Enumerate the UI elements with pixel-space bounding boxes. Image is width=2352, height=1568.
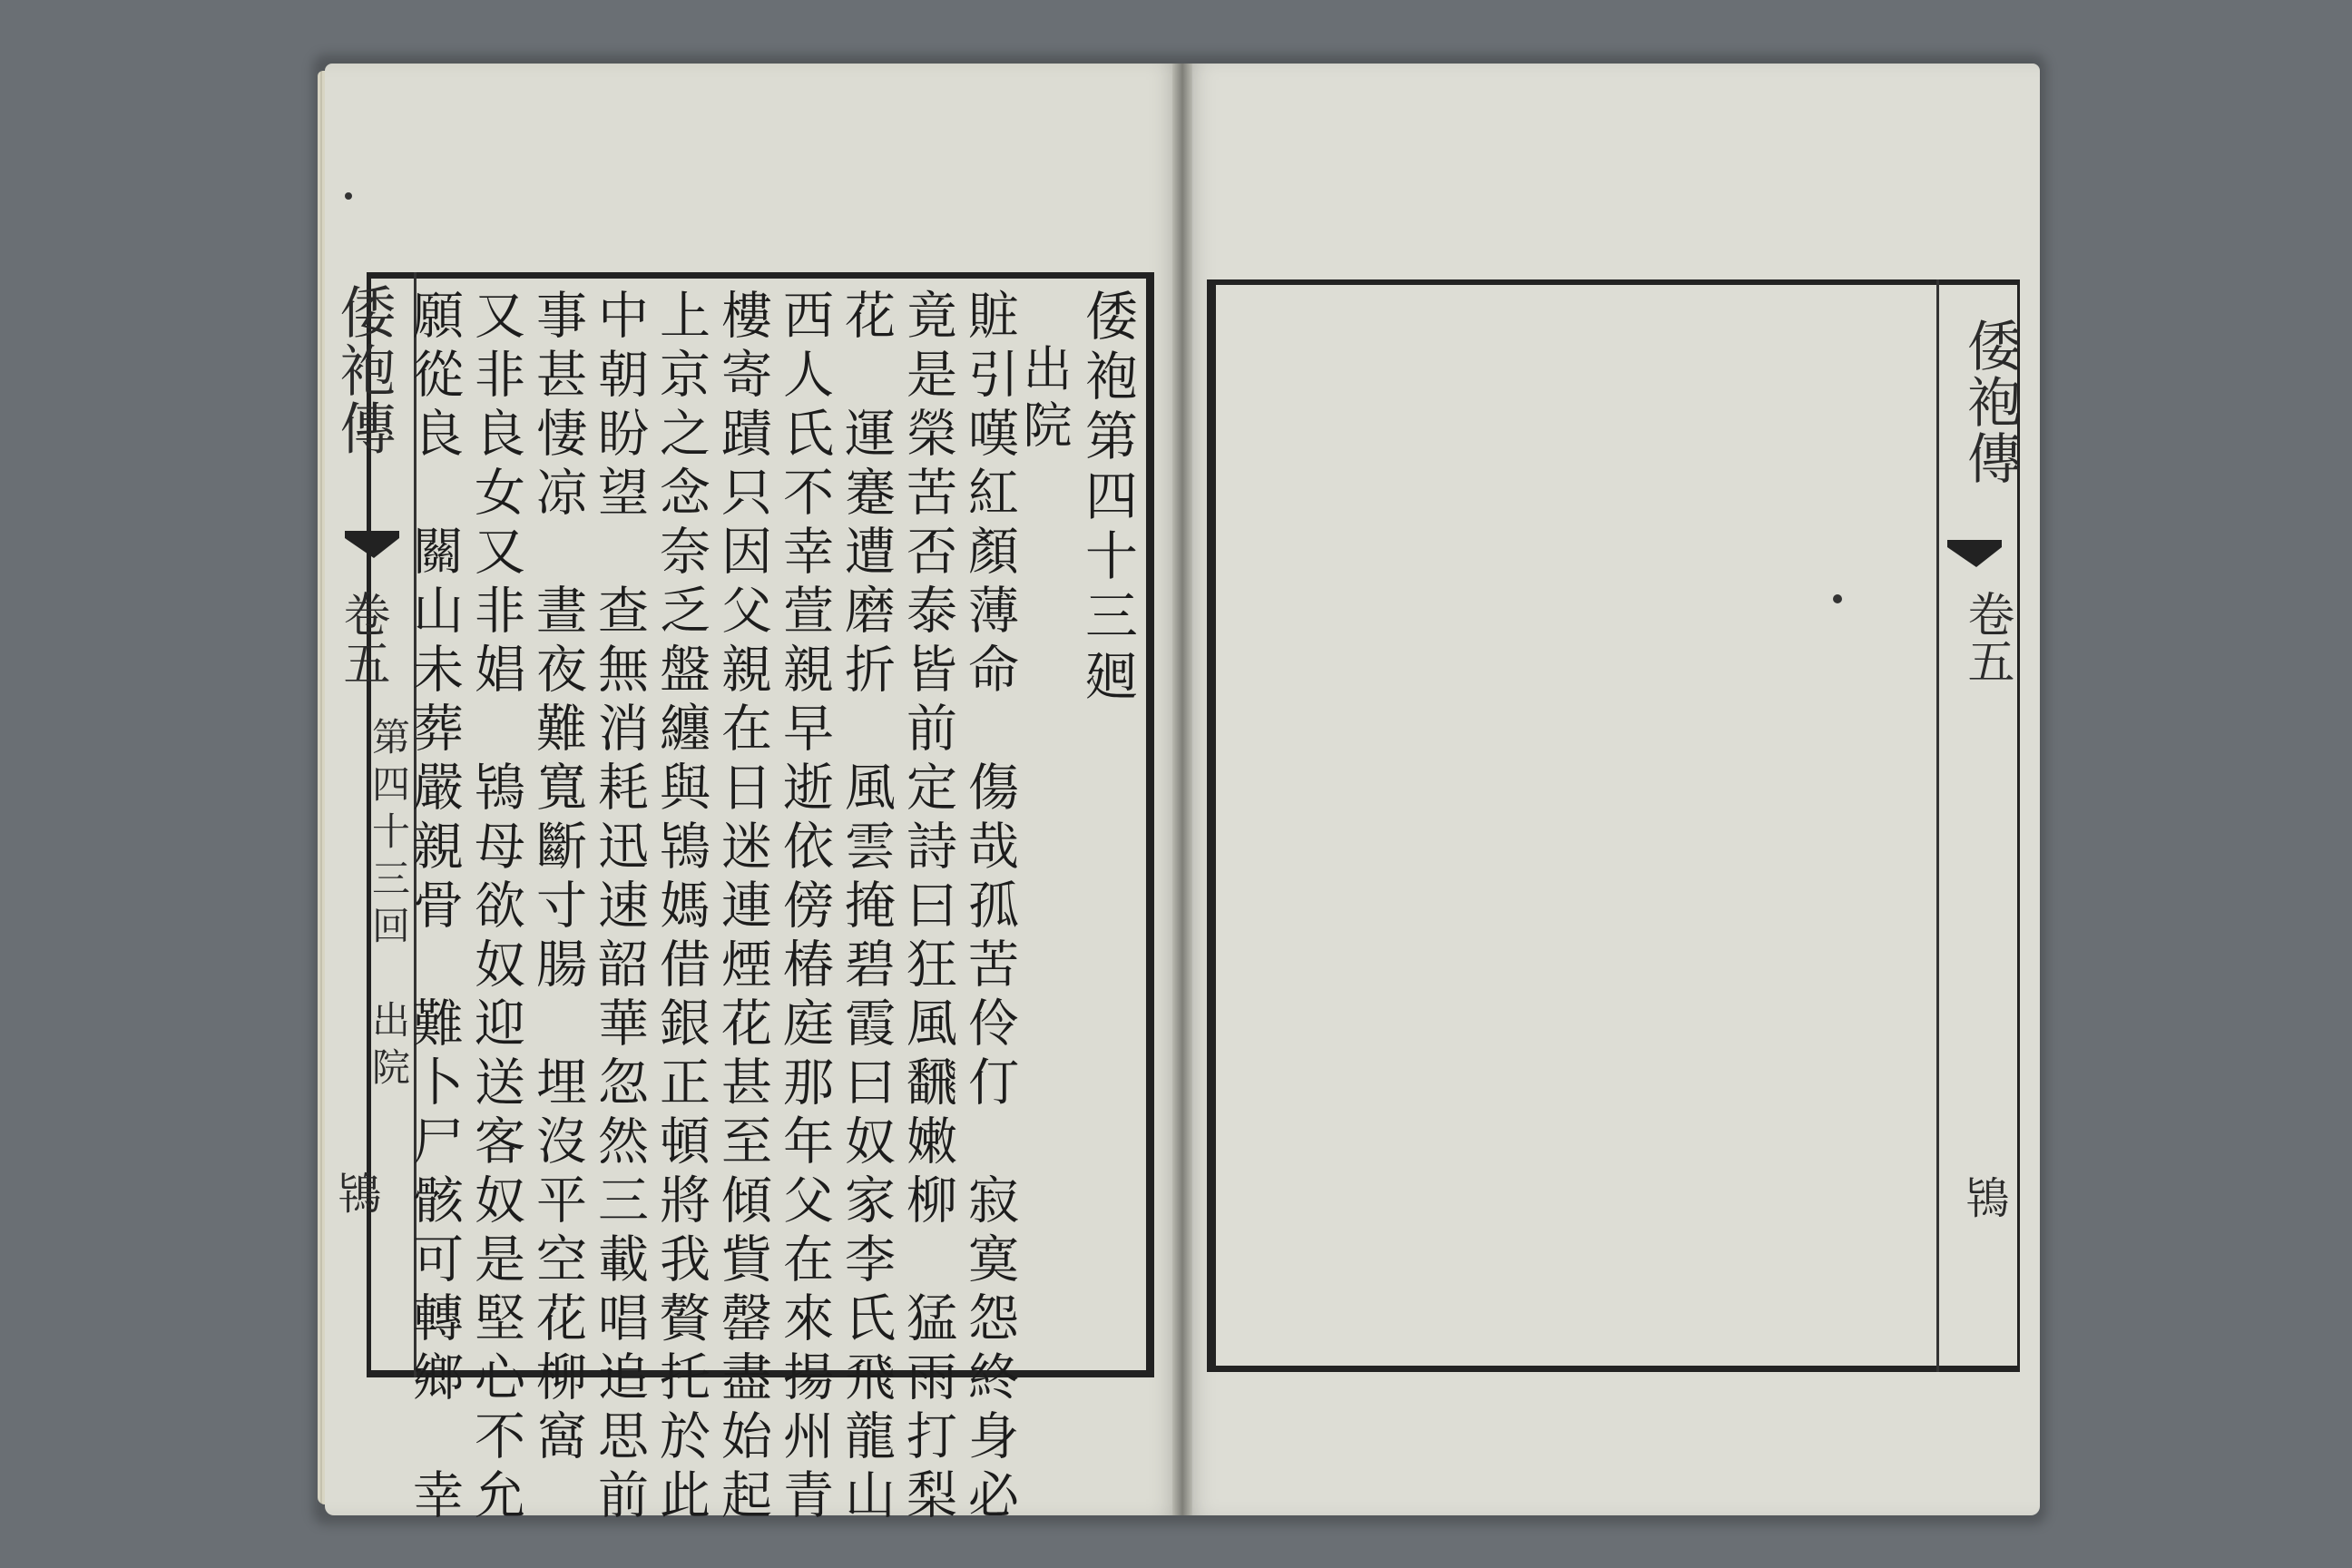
text-column-8: 事甚悽凉 晝夜難寬斷寸腸 埋沒平空花柳窩 xyxy=(528,289,587,1468)
chapter-heading: 倭袍第四十三𢌞 xyxy=(1076,289,1138,708)
margin-volume: 卷五 xyxy=(335,590,389,688)
fishtail-ornament-left xyxy=(345,531,399,564)
right-margin-rule xyxy=(1936,279,1939,1372)
text-column-10: 願從良 關山未葬嚴親骨 難卜尸骸可轉鄉 幸 xyxy=(405,289,464,1527)
ink-speck xyxy=(1833,594,1842,603)
margin-book-title: 倭袍傳 xyxy=(330,283,397,457)
ink-speck xyxy=(345,192,352,200)
chapter-subtitle: 出院 xyxy=(1015,343,1073,456)
text-column-5: 樓寄蹟只因父親在日迷連煙花甚至傾貲罄盡始起 xyxy=(713,289,772,1527)
text-column-4: 西人氏不幸萱親早逝依傍椿庭那年父在來揚州青 xyxy=(775,289,834,1527)
margin-chapter: 第四十三回 出院 xyxy=(367,717,411,1094)
text-column-2: 竟是榮苦否泰皆前定詩曰狂風飜嫩柳 猛雨打梨 xyxy=(898,289,957,1527)
right-margin-volume: 卷五 xyxy=(1959,590,2014,684)
text-column-3: 花 運蹇遭磨折 風雲掩碧霞曰奴家李氏飛龍山 xyxy=(837,289,896,1527)
book-gutter xyxy=(1172,64,1192,1515)
margin-folio: 鴇 xyxy=(330,1171,381,1214)
text-column-1: 賍引嘆紅顏薄命 傷哉孤苦伶仃 寂寞怨終身必 xyxy=(960,289,1019,1527)
text-column-9: 又非良女又非娼 鴇母欲奴迎送客奴是堅心不允 xyxy=(466,289,525,1527)
fishtail-ornament-right xyxy=(1947,540,2002,573)
right-text-frame xyxy=(1207,279,2020,1372)
right-margin-folio: 鴇 xyxy=(1958,1175,2009,1219)
text-column-7: 中朝盼望 查無消耗迅速韶華忽然三載唱追思前 xyxy=(590,289,649,1527)
right-margin-book-title: 倭袍傳 xyxy=(1958,318,2022,486)
text-column-6: 上京之念奈乏盤纏與鴇媽借銀正頓將我贅托於此 xyxy=(652,289,710,1527)
